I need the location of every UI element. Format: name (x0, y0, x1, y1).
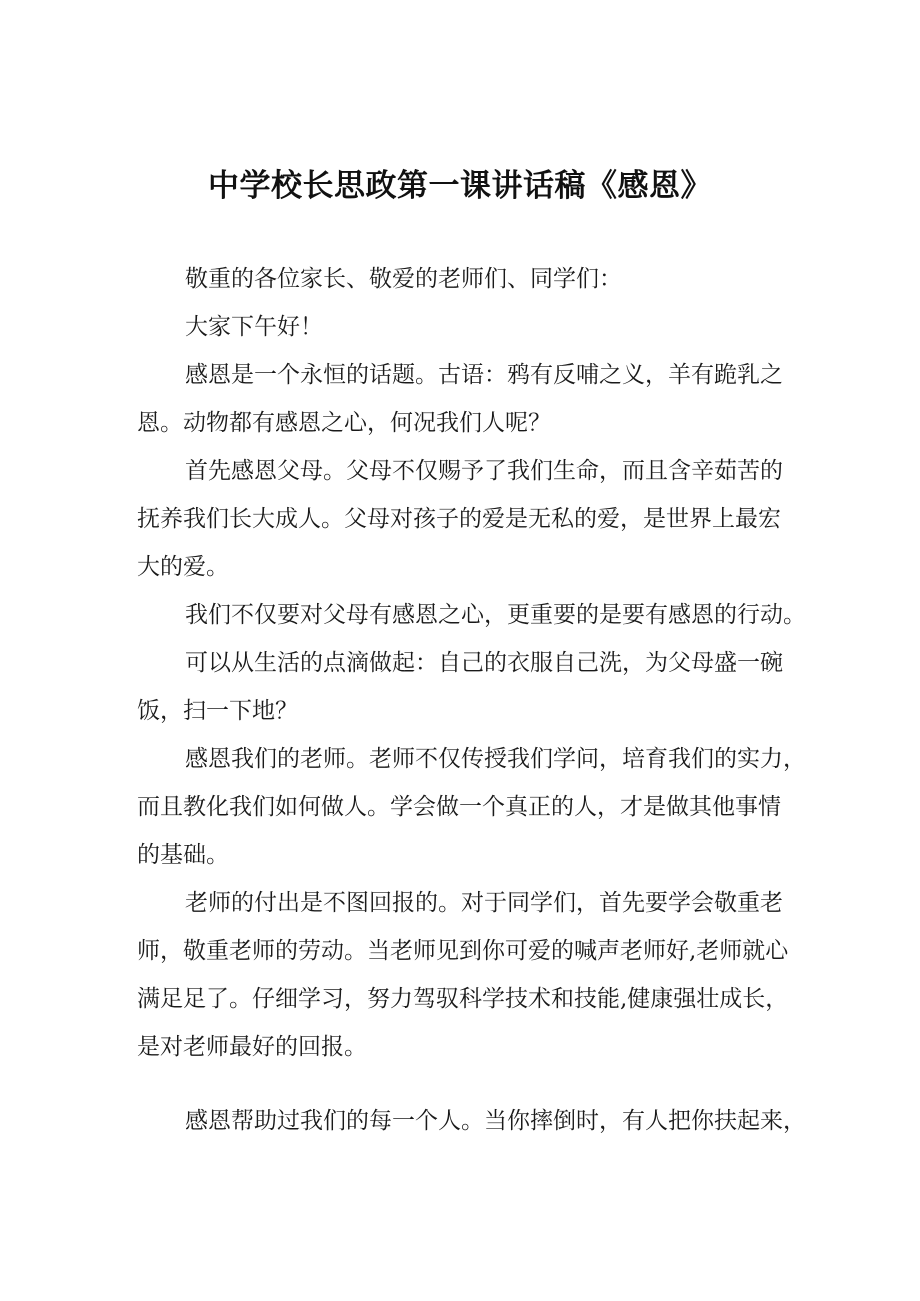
paragraph-line: 恩。动物都有感恩之心，何况我们人呢？ (137, 410, 551, 436)
paragraph-line: 我们不仅要对父母有感恩之心，更重要的是要有感恩的行动。 (185, 602, 806, 628)
salutation-line: 敬重的各位家长、敬爱的老师们、同学们： (185, 266, 622, 292)
paragraph-line: 可以从生活的点滴做起：自己的衣服自己洗，为父母盛一碗 (185, 650, 783, 676)
greeting-line: 大家下午好！ (185, 314, 323, 340)
paragraph-line: 是对老师最好的回报。 (137, 1034, 367, 1060)
paragraph-line: 感恩帮助过我们的每一个人。当你摔倒时，有人把你扶起来， (185, 1108, 806, 1134)
paragraph-line: 饭，扫一下地？ (137, 698, 298, 724)
document-title: 中学校长思政第一课讲话稿《感恩》 (208, 168, 712, 204)
paragraph-line: 师，敬重老师的劳动。当老师见到你可爱的喊声老师好,老师就心 (137, 938, 789, 964)
paragraph-line: 感恩我们的老师。老师不仅传授我们学问，培育我们的实力， (185, 746, 806, 772)
paragraph-line: 满足足了。仔细学习，努力驾驭科学技术和技能,健康强壮成长， (137, 986, 789, 1012)
paragraph-line: 抚养我们长大成人。父母对孩子的爱是无私的爱，是世界上最宏 (137, 506, 781, 532)
paragraph-line: 老师的付出是不图回报的。对于同学们，首先要学会敬重老 (185, 890, 783, 916)
paragraph-line: 感恩是一个永恒的话题。古语：鸦有反哺之义，羊有跪乳之 (185, 362, 783, 388)
paragraph-line: 的基础。 (137, 842, 229, 868)
paragraph-line: 大的爱。 (137, 554, 229, 580)
paragraph-line: 而且教化我们如何做人。学会做一个真正的人，才是做其他事情 (137, 794, 781, 820)
paragraph-line: 首先感恩父母。父母不仅赐予了我们生命，而且含辛茹苦的 (185, 458, 783, 484)
